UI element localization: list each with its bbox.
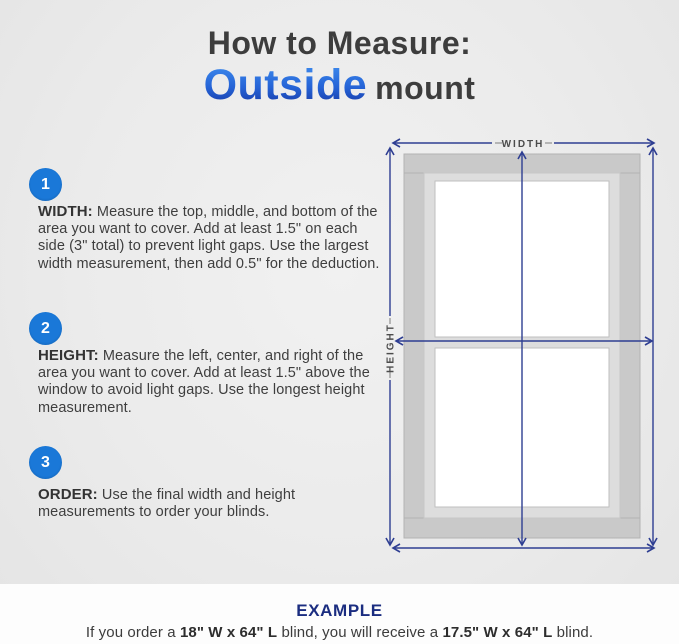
step-2-label: HEIGHT: [38, 347, 99, 364]
step-3-body: Use the final width and height measurements to order your blinds. [38, 487, 296, 521]
step-3-badge: 3 [29, 446, 62, 479]
window-illustration [404, 154, 640, 538]
window-pane-upper [435, 181, 609, 337]
window-outer-frame [404, 154, 640, 538]
example-receive-size: 17.5" W x 64" L [442, 624, 553, 641]
example-heading: EXAMPLE [296, 601, 383, 620]
width-label: WIDTH [501, 139, 545, 150]
step-3-text [38, 486, 384, 521]
title-line1: How to Measure: [207, 25, 472, 61]
step-3-label: ORDER: [38, 486, 98, 503]
title-line2 [0, 62, 679, 109]
window-pane-lower [435, 348, 609, 507]
example-prefix: If you order a [85, 624, 180, 641]
step-1-body: Measure the top, middle, and bottom of the area you want to cover. Add at least 1.5" on each side (3" total) to prevent light gaps. Use the largest width measurement, then add 0.5" for the deduction. [38, 204, 380, 272]
window-sash [424, 173, 620, 518]
step-1-label: WIDTH: [38, 203, 93, 220]
step-2-badge: 2 [29, 312, 62, 345]
step-2-body: Measure the left, center, and right of the area you want to cover. Add at least 1.5" above the window to avoid light gaps. Use the longest height measurement. [38, 348, 370, 416]
title-mount-text: mount [375, 70, 476, 107]
step-2-text [38, 347, 384, 417]
example-sentence [0, 624, 679, 641]
step-1-badge: 1 [29, 168, 62, 201]
step-1-text [38, 203, 384, 273]
title-highlight-outside: Outside [203, 61, 368, 110]
example-order-size: 18" W x 64" L [179, 624, 278, 641]
example-strip [0, 584, 679, 644]
example-suffix: blind. [552, 624, 594, 641]
height-label: HEIGHT [385, 323, 397, 373]
example-middle: blind, you will receive a [277, 624, 443, 641]
page-title [0, 26, 679, 109]
